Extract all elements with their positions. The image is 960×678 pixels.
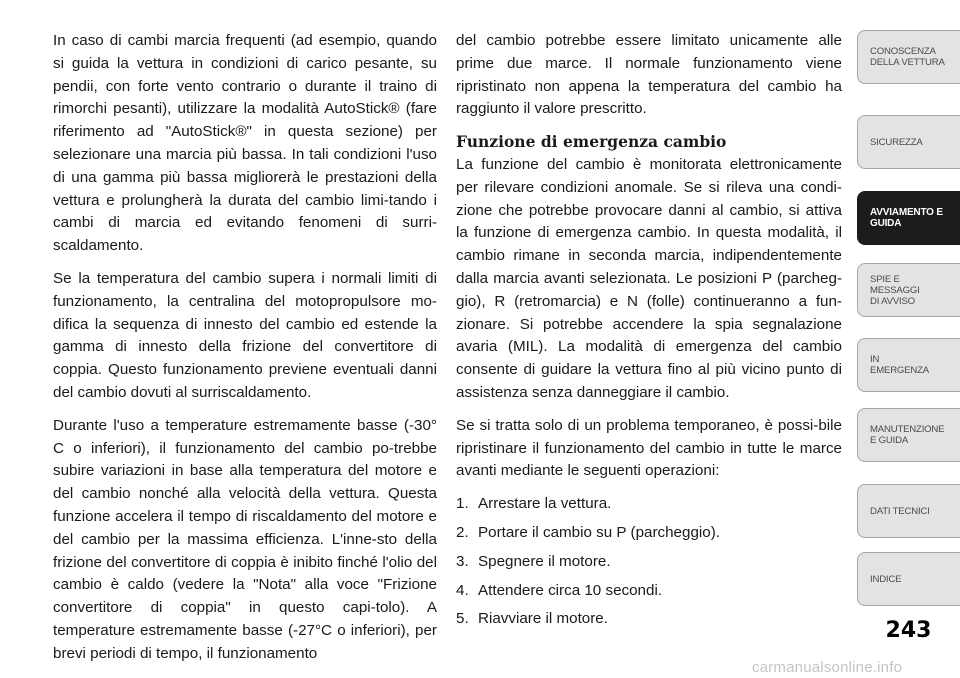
list-item: [456, 608, 842, 631]
step-number: 2.: [456, 523, 469, 541]
page-number: 243: [885, 618, 932, 643]
tab-label: CONOSCENZA DELLA VETTURA: [870, 46, 945, 68]
paragraph: Se si tratta solo di un problema temporaneo, è possi-bile ripristinare il funzionamento del cambio in tutte le marce avanti mediante le seguenti operazioni:: [456, 416, 842, 480]
tab-spie-messaggi[interactable]: [857, 263, 960, 317]
list-item: [456, 522, 842, 545]
right-column: [456, 30, 842, 637]
left-column: [53, 30, 437, 676]
list-item: [456, 493, 842, 516]
step-number: 3.: [456, 552, 469, 570]
tab-dati-tecnici[interactable]: [857, 484, 960, 538]
tab-indice[interactable]: [857, 552, 960, 606]
tab-manutenzione[interactable]: [857, 408, 960, 462]
paragraph: La funzione del cambio è monitorata elettronicamente per rilevare condizioni anomale. Se si rileva una condi-zione che potrebbe provocare danni al cambio, si attiva la funzione di emergenza cambio. In questa modalità, il cambio rimane in seconda marcia, indipendentemente dalla marcia avanti selezionata. Le posizioni P (parcheg-gio), R (retromarcia) e N (folle) continueranno a fun-zionare. Si potrebbe accendere la spia segnalazione avaria (MIL). La modalità di emergenza del cambio consente di guidare la vettura fino al più vicino punto di assistenza senza danneggiare il cambio.: [456, 155, 842, 401]
step-text: Arrestare la vettura.: [478, 495, 612, 513]
step-number: 1.: [456, 495, 469, 513]
steps-list: [456, 493, 842, 631]
paragraph: del cambio potrebbe essere limitato unicamente alle prime due marce. Il normale funzionamento viene ripristinato non appena la temperatura del cambio ha raggiunto il valore prescritto.: [456, 32, 842, 118]
watermark: carmanualsonline.info: [752, 659, 903, 676]
tab-label: INDICE: [870, 573, 902, 585]
tab-label: SPIE E MESSAGGI DI AVVISO: [870, 273, 920, 307]
tab-label: IN EMERGENZA: [870, 354, 929, 376]
tab-label: DATI TECNICI: [870, 505, 930, 517]
paragraph: Durante l'uso a temperature estremamente basse (-30° C o inferiori), il funzionamento del cambio po-trebbe subire variazioni in base alla temperatura del motore e del cambio nonché alla velocità della vettura. Questa funzione accelera il tempo di riscaldamento del motore e del cambio per la massima efficienza. L'inne-sto della frizione del convertitore di coppia è inibito finché l'olio del cambio è caldo (vedere la "Nota" alla voce "Frizione convertitore di coppia" in questo capi-tolo). A temperature estremamente basse (-27°C o inferiori), per brevi periodi di tempo, il funzionamento: [53, 416, 437, 662]
tab-emergenza[interactable]: [857, 338, 960, 392]
list-item: [456, 580, 842, 603]
step-text: Spegnere il motore.: [478, 552, 611, 570]
tab-label: MANUTENZIONE E GUIDA: [870, 424, 945, 446]
section-heading: Funzione di emergenza cambio: [456, 132, 727, 152]
step-number: 5.: [456, 610, 469, 628]
paragraph: Se la temperatura del cambio supera i normali limiti di funzionamento, la centralina del motopropulsore mo-difica la sequenza di innesto del cambio ed estende la gamma di innesto della frizione del convertitore di coppia. Questo funzionamento previene eventuali danni del cambio dovuti al surriscaldamento.: [53, 269, 437, 401]
step-text: Attendere circa 10 secondi.: [478, 581, 663, 599]
list-item: [456, 551, 842, 574]
step-text: Riavviare il motore.: [478, 610, 608, 628]
tab-label: AVVIAMENTO E GUIDA: [870, 207, 943, 229]
tab-avviamento-guida[interactable]: [857, 191, 960, 245]
tab-conoscenza-vettura[interactable]: [857, 30, 960, 84]
tab-sicurezza[interactable]: [857, 115, 960, 169]
step-text: Portare il cambio su P (parcheggio).: [478, 523, 720, 541]
paragraph: In caso di cambi marcia frequenti (ad esempio, quando si guida la vettura in condizioni di carico pesante, su pendii, con forte vento contrario o durante il traino di rimorchi pesanti), utilizzare la modalità AutoStick® (fare riferimento ad "AutoStick®" in questa sezione) per selezionare una marcia più bassa. In tali condizioni l'uso di una gamma più bassa migliorerà le prestazioni della vettura e prolungherà la durata del cambio limi-tando i cambi di marcia ed evitando fenomeni di surri-scaldamento.: [53, 32, 437, 255]
step-number: 4.: [456, 581, 469, 599]
tab-label: SICUREZZA: [870, 136, 923, 148]
section-tabs: [857, 30, 960, 630]
